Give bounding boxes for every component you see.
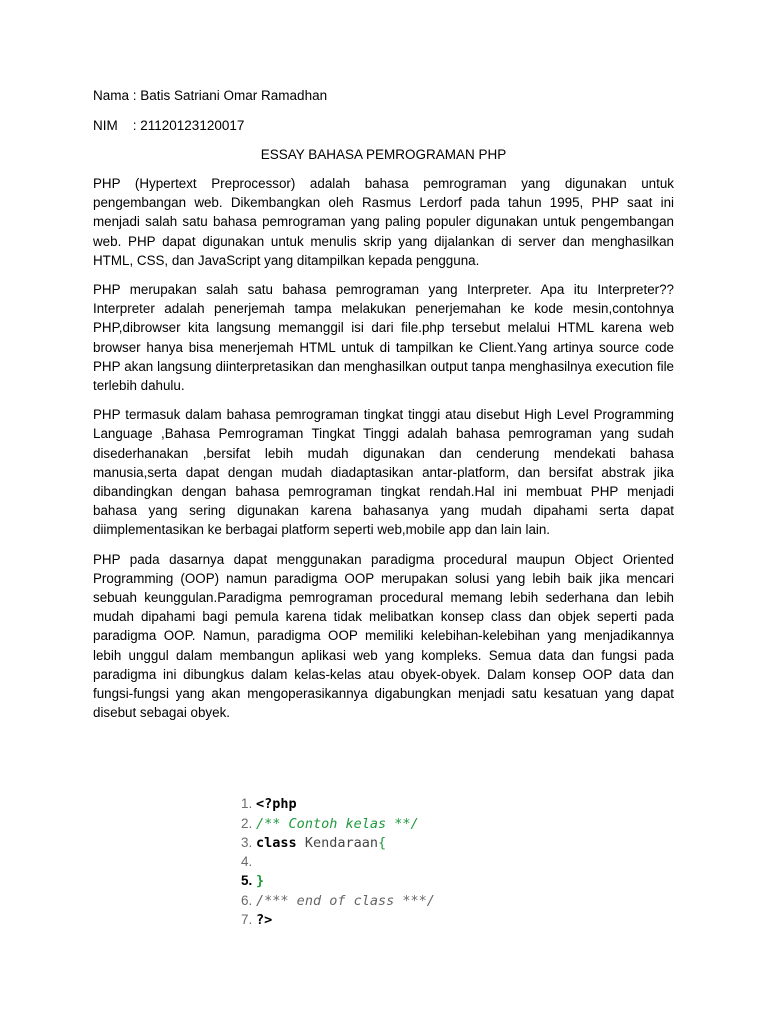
line-number: 1. xyxy=(241,796,253,812)
close-brace: } xyxy=(256,873,265,890)
code-listing xyxy=(226,775,486,929)
line-number: 4. xyxy=(241,854,253,870)
paragraph: PHP termasuk dalam bahasa pemrograman tingkat tinggi atau disebut High Level Programming Language ,Bahasa Pemrograman Tingkat Tinggi adalah bahasa pemrograman yang sudah disederhanakan ,bersifat lebih mudah digunakan dan cenderung mendekati bahasa manusia,serta dapat dengan mudah diadaptasikan antar-platform, dan bersifat abstrak jika dibandingkan dengan bahasa pemrograman tingkat rendah.Hal ini membuat PHP menjadi bahasa yang sering digunakan karena bahasanya yang mudah dipahami serta dapat diimplementasikan ke berbagai platform seperti web,mobile app dan lain lain. xyxy=(93,407,674,538)
code-comment: /** Contoh kelas **/ xyxy=(256,815,419,832)
code-line xyxy=(226,775,486,813)
code-line xyxy=(226,871,486,909)
class-keyword: class xyxy=(256,834,297,851)
paragraph: PHP merupakan salah satu bahasa pemrograman yang Interpreter. Apa itu Interpreter?? Interpreter adalah penerjemah tampa melakukan penerjemahan ke kode mesin,contohnya PHP,dibrowser kita langsung memanggil isi dari file.php tersebut melalui HTML karena web browser hanya bisa menerjemah HTML untuk di tampilkan ke Client.Yang artinya source code PHP akan langsung diinterpretasikan dan menghasilkan output tanpa menghasilnya execution file terlebih dahulu. xyxy=(93,282,674,394)
class-name: Kendaraan xyxy=(296,834,378,851)
open-brace: { xyxy=(377,834,387,851)
php-open-tag: <?php xyxy=(256,796,297,813)
author-name: Nama : Batis Satriani Omar Ramadhan xyxy=(93,88,328,103)
line-number: 6. xyxy=(241,892,253,908)
line-number: 5. xyxy=(241,873,253,889)
essay-body xyxy=(93,174,674,732)
paragraph: PHP (Hypertext Preprocessor) adalah bahasa pemrograman yang digunakan untuk pengembangan web. Dikembangkan oleh Rasmus Lerdorf pada tahun 1995, PHP saat ini menjadi salah satu bahasa pemrograman yang paling populer digunakan untuk pengembangan web. PHP dapat digunakan untuk menulis skrip yang dijalankan di server dan menghasilkan HTML, CSS, dan JavaScript yang ditampilkan kepada pengguna. xyxy=(93,176,674,268)
paragraph: PHP pada dasarnya dapat menggunakan paradigma procedural maupun Object Oriented Programming (OOP) namun paradigma OOP merupakan solusi yang lebih baik jika mencari sebuah keunggulan.Paradigma pemrograman procedural memang lebih sederhana dan lebih mudah dipahami bagi pemula karena tidak melibatkan konsep class dan objek seperti pada paradigma OOP. Namun, paradigma OOP memiliki kelebihan-kelebihan yang menjadikannya lebih unggul dalam membangun aplikasi web yang kompleks. Semua data dan fungsi pada paradigma ini dibungkus dalam kelas-kelas atau obyek-obyek. Dalam konsep OOP data dan fungsi-fungsi yang akan mengoperasikannya digabungkan menjadi satu kesatuan yang dapat disebut sebagai obyek. xyxy=(93,551,674,721)
line-number: 3. xyxy=(241,834,253,850)
line-number: 2. xyxy=(241,815,253,831)
code-line xyxy=(226,852,486,890)
line-number: 7. xyxy=(241,912,253,928)
essay-title: ESSAY BAHASA PEMROGRAMAN PHP xyxy=(260,147,507,162)
student-id: NIM : 21120123120017 xyxy=(93,118,245,133)
php-close-tag: ?> xyxy=(256,912,273,929)
code-comment: /*** end of class ***/ xyxy=(256,892,435,909)
